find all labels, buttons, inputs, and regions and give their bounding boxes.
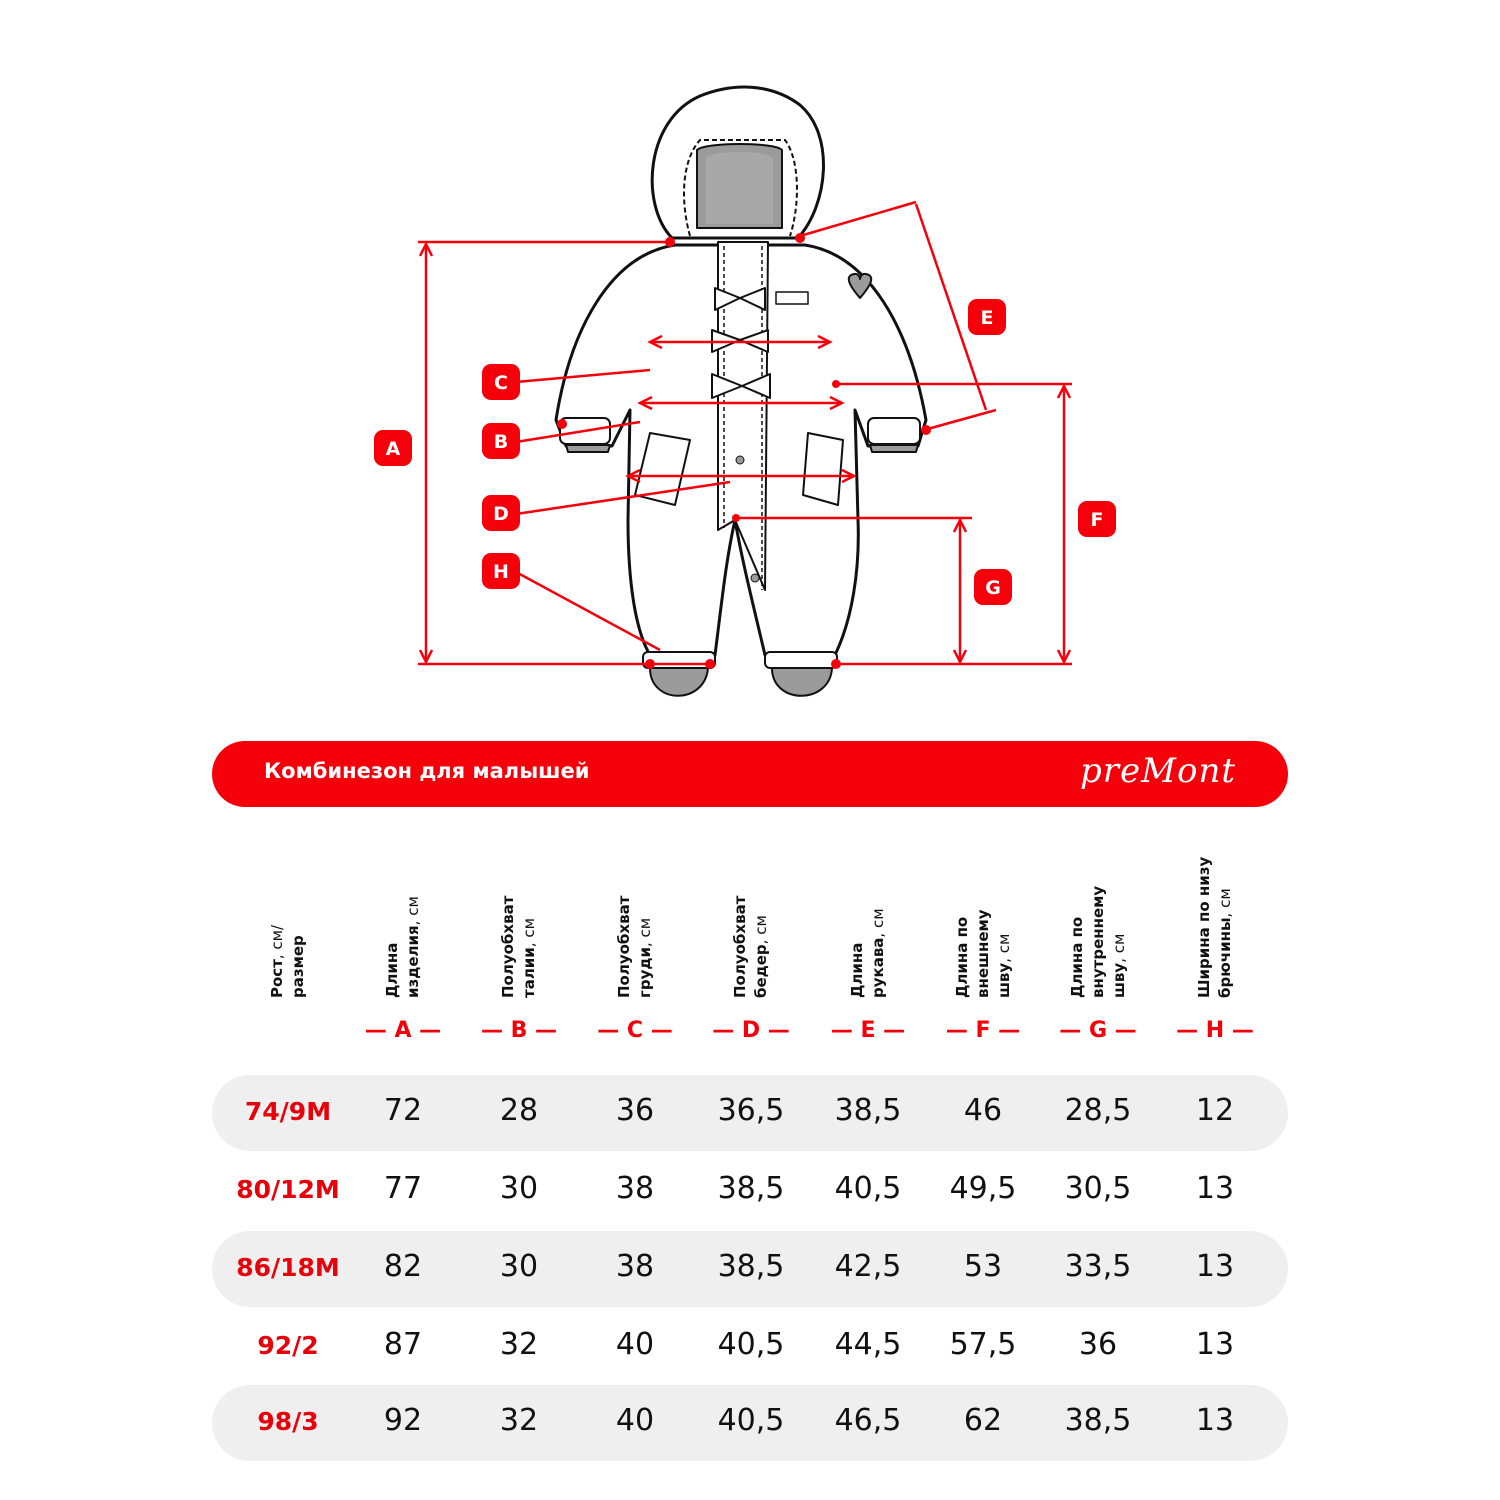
table-cell: 30 <box>499 1249 539 1284</box>
table-cell: 30,5 <box>1064 1171 1132 1206</box>
badge-a <box>374 430 412 466</box>
svg-text:H: H <box>493 561 509 583</box>
badge-c <box>482 364 520 400</box>
column-header <box>696 838 806 998</box>
table-cell: 13 <box>1195 1403 1235 1438</box>
table-cell: 30 <box>499 1171 539 1206</box>
table-cell: 28 <box>499 1093 539 1128</box>
table-cell: 62 <box>963 1403 1003 1438</box>
column-letter: — D — <box>712 1018 790 1043</box>
table-cell: 40 <box>615 1327 655 1362</box>
badge-f <box>1078 501 1116 537</box>
table-cell: 12 <box>1195 1093 1235 1128</box>
column-header-label: Полуобхват талии, см <box>499 895 538 998</box>
column-header-label: Полуобхват бедер, см <box>731 895 770 998</box>
size-label: 92/2 <box>257 1331 319 1360</box>
svg-text:D: D <box>493 503 509 525</box>
table-cell: 32 <box>499 1327 539 1362</box>
column-letter: — G — <box>1059 1018 1137 1043</box>
column-header <box>580 838 690 998</box>
column-header <box>348 838 458 998</box>
table-cell: 38,5 <box>834 1093 902 1128</box>
badge-d <box>482 495 520 531</box>
badge-h <box>482 553 520 589</box>
column-letter: — C — <box>597 1018 673 1043</box>
size-label: 86/18M <box>236 1253 340 1282</box>
table-cell: 77 <box>383 1171 423 1206</box>
column-letter: — E — <box>830 1018 906 1043</box>
column-header <box>1043 838 1153 998</box>
table-cell: 57,5 <box>949 1327 1017 1362</box>
table-cell: 46 <box>963 1093 1003 1128</box>
size-label: 74/9M <box>244 1097 332 1126</box>
column-header <box>464 838 574 998</box>
table-cell: 44,5 <box>834 1327 902 1362</box>
column-letter: — A — <box>364 1018 442 1043</box>
column-header-label: Длина изделия, см <box>383 896 422 998</box>
column-header-label: Длина по внешнему шву, см <box>952 909 1013 998</box>
table-cell: 87 <box>383 1327 423 1362</box>
table-cell: 13 <box>1195 1171 1235 1206</box>
size-label: 80/12M <box>236 1175 340 1204</box>
table-cell: 13 <box>1195 1327 1235 1362</box>
table-cell: 28,5 <box>1064 1093 1132 1128</box>
table-cell: 72 <box>383 1093 423 1128</box>
table-cell: 38 <box>615 1249 655 1284</box>
table-cell: 49,5 <box>949 1171 1017 1206</box>
table-cell: 33,5 <box>1064 1249 1132 1284</box>
svg-text:F: F <box>1090 509 1104 531</box>
svg-text:C: C <box>494 372 508 394</box>
column-header <box>1160 838 1270 998</box>
badge-g <box>974 569 1012 605</box>
table-cell: 40,5 <box>834 1171 902 1206</box>
column-header <box>928 838 1038 998</box>
table-cell: 40 <box>615 1403 655 1438</box>
table-cell: 40,5 <box>717 1403 785 1438</box>
garment-technical-drawing <box>0 0 1500 720</box>
badge-e <box>968 299 1006 335</box>
column-header-label: Полуобхват груди, см <box>615 895 654 998</box>
svg-text:A: A <box>385 438 401 460</box>
column-header-label: Длина по внутреннему шву, см <box>1067 885 1128 998</box>
table-cell: 13 <box>1195 1249 1235 1284</box>
column-letter: — F — <box>945 1018 1021 1043</box>
table-cell: 36 <box>615 1093 655 1128</box>
svg-text:G: G <box>985 577 1001 599</box>
column-letter: — H — <box>1176 1018 1254 1043</box>
svg-text:B: B <box>493 431 509 453</box>
size-label: 98/3 <box>257 1407 319 1436</box>
svg-text:E: E <box>980 307 994 329</box>
table-cell: 38,5 <box>717 1171 785 1206</box>
table-cell: 42,5 <box>834 1249 902 1284</box>
table-cell: 40,5 <box>717 1327 785 1362</box>
table-cell: 38,5 <box>1064 1403 1132 1438</box>
brand-logo: preMont <box>1080 751 1236 791</box>
table-cell: 36,5 <box>717 1093 785 1128</box>
jumpsuit-outline <box>556 87 926 696</box>
column-header-label: Рост, см/ размер <box>268 924 307 998</box>
table-cell: 38 <box>615 1171 655 1206</box>
table-cell: 92 <box>383 1403 423 1438</box>
table-cell: 46,5 <box>834 1403 902 1438</box>
column-header-label: Длина рукава, см <box>848 908 887 998</box>
badge-b <box>482 423 520 459</box>
title-banner <box>212 741 1288 807</box>
table-cell: 32 <box>499 1403 539 1438</box>
table-cell: 53 <box>963 1249 1003 1284</box>
table-cell: 82 <box>383 1249 423 1284</box>
column-letter: — B — <box>480 1018 558 1043</box>
table-cell: 38,5 <box>717 1249 785 1284</box>
page-title: Комбинезон для малышей <box>264 759 590 783</box>
table-cell: 36 <box>1078 1327 1118 1362</box>
column-header <box>813 838 923 998</box>
column-header <box>233 838 343 998</box>
column-header-label: Ширина по низу брючины, см <box>1195 856 1234 998</box>
